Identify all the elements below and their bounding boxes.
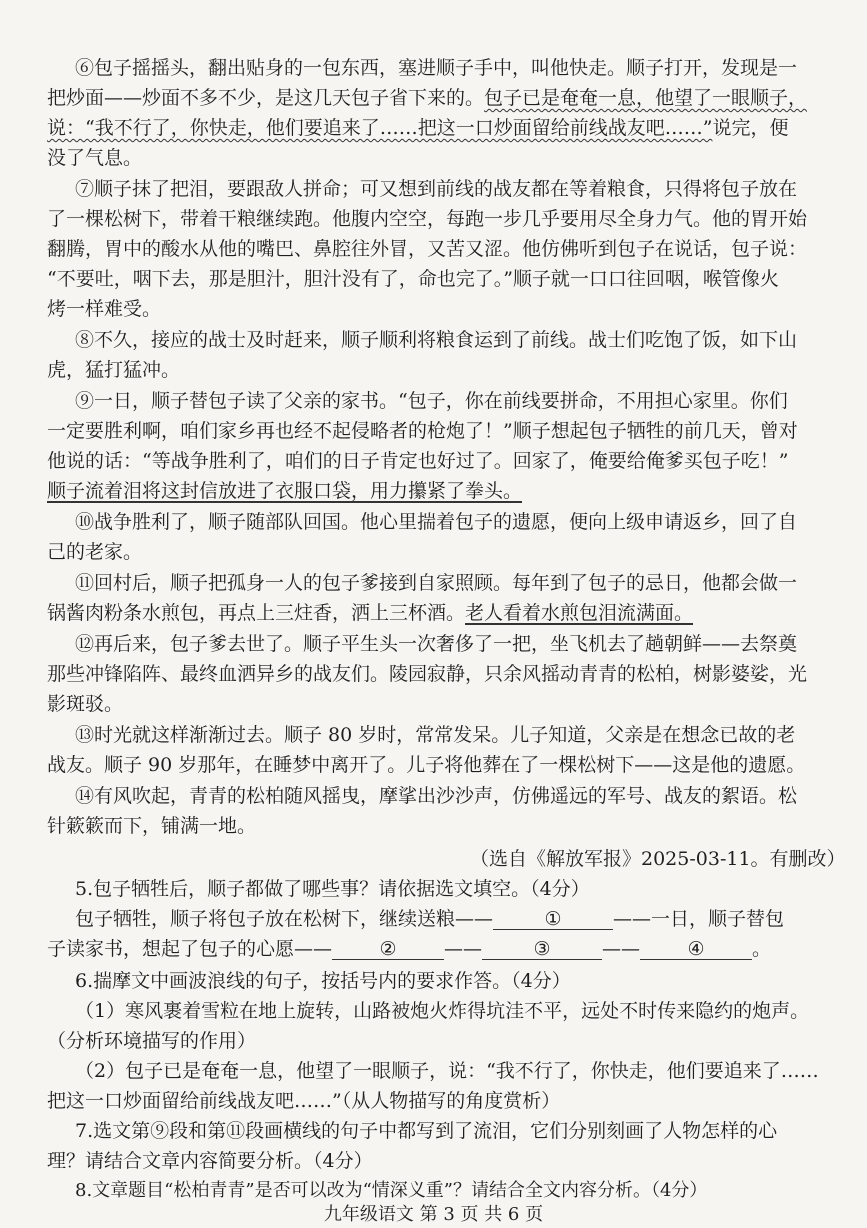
passage-p12-line2: 那些冲锋陷阵、最终血洒异乡的战友们。陵园寂静，只余风摇动青青的松柏，树影婆娑，光 — [47, 663, 808, 685]
page-footer: 九年级语文 第 3 页 共 6 页 — [323, 1204, 544, 1225]
passage-p11-line2 — [47, 600, 867, 626]
passage-p10-line2: 己的老家。 — [47, 541, 143, 563]
passage-p9-line4 — [47, 478, 867, 504]
answer-blank-1[interactable]: ① — [493, 909, 613, 930]
answer-blank-2[interactable]: ② — [332, 939, 444, 960]
passage-text: 把炒面——炒面不多不少，是这几天包子省下来的。 — [47, 87, 485, 109]
passage-p12-line3: 影斑驳。 — [47, 693, 124, 715]
passage-p13-line1: ⑬时光就这样渐渐过去。顺子 80 岁时，常常发呆。儿子知道，父亲是在想念已故的老 — [75, 724, 796, 746]
passage-p7-line1: ⑦顺子抹了把泪，要跟敌人拼命；可又想到前线的战友都在等着粮食，只得将包子放在 — [75, 178, 798, 200]
wavy-underlined-sentence: 说：“我不行了，你快走，他们要追来了……把这一口炒面留给前线战友吧……” — [47, 117, 713, 139]
question-text: 包子牺牲，顺子将包子放在松树下，继续送粮—— — [75, 908, 494, 930]
passage-p6-line4: 没了气息。 — [47, 147, 143, 169]
passage-text: 锅酱肉粉条水煎包，再点上三炷香，洒上三杯酒。 — [47, 602, 466, 624]
wavy-underlined-sentence: 包子已是奄奄一息，他望了一眼顺子， — [484, 87, 808, 109]
passage-p6-line2 — [47, 85, 847, 111]
passage-p13-line2: 战友。顺子 90 岁那年，在睡梦中离开了。儿子将他葬在了一棵松树下——这是他的遗愿。 — [47, 754, 806, 776]
source-citation: （选自《解放军报》2025-03-11。有删改） — [470, 848, 846, 870]
answer-blank-4[interactable]: ④ — [640, 939, 752, 960]
passage-p7-line3: 翻腾，胃中的酸水从他的嘴巴、鼻腔往外冒，又苦又涩。他仿佛听到包子在说话，包子说： — [47, 238, 808, 260]
passage-p11-line1: ⑪回村后，顺子把孤身一人的包子爹接到自家照顾。每年到了包子的忌日，他都会做一 — [75, 572, 798, 594]
underlined-sentence: 顺子流着泪将这封信放进了衣服口袋，用力攥紧了拳头。 — [47, 480, 523, 502]
passage-p9-line2: 一定要胜利啊，咱们家乡再也经不起侵略者的枪炮了！”顺子想起包子牺牲的前几天，曾对 — [47, 420, 798, 442]
question-5-line2 — [47, 936, 847, 962]
underlined-sentence: 老人看着水煎包泪流满面。 — [465, 602, 694, 624]
passage-p7-line5: 烤一样难受。 — [47, 298, 162, 320]
question-text: —— — [602, 938, 641, 960]
passage-p14-line2: 针簌簌而下，铺满一地。 — [47, 815, 257, 837]
question-text: ——一日，顺子替包 — [613, 908, 785, 930]
passage-p8-line2: 虎，猛打猛冲。 — [47, 359, 181, 381]
answer-blank-3[interactable]: ③ — [482, 939, 602, 960]
passage-p7-line2: 了一棵松树下，带着干粮继续跑。他腹内空空，每跑一步几乎要用尽全身力气。他的胃开始 — [47, 208, 808, 230]
question-6-sub1-line1: （1）寒风裹着雪粒在地上旋转，山路被炮火炸得坑洼不平，远处不时传来隐约的炮声。 — [75, 1000, 810, 1022]
question-6-sub2-line2: 把这一口炒面留给前线战友吧……”（从人物描写的角度赏析） — [47, 1090, 561, 1112]
question-6-sub2-line1: （2）包子已是奄奄一息，他望了一眼顺子，说：“我不行了，你快走，他们要追来了…… — [75, 1060, 819, 1082]
passage-p9-line3: 他说的话：“等战争胜利了，咱们的日子肯定也好过了。回家了，俺要给俺爹买包子吃！” — [47, 450, 789, 472]
question-6-sub1-line2: （分析环境描写的作用） — [47, 1030, 257, 1052]
passage-p6-line3 — [47, 115, 847, 141]
question-7-line1: 7.选文第⑨段和第⑪段画横线的句子中都写到了流泪，它们分别刻画了人物怎样的心 — [75, 1120, 778, 1142]
passage-p7-line4: “不要吐，咽下去，那是胆汁，胆汁没有了，命也完了。”顺子就一口口往回咽，喉管像火 — [47, 268, 779, 290]
passage-p6-line1: ⑥包子摇摇头，翻出贴身的一包东西，塞进顺子手中，叫他快走。顺子打开，发现是一 — [75, 57, 798, 79]
passage-p10-line1: ⑩战争胜利了，顺子随部队回国。他心里揣着包子的遗愿，便向上级申请返乡，回了自 — [75, 511, 798, 533]
passage-p14-line1: ⑭有风吹起，青青的松柏随风摇曳，摩挲出沙沙声，仿佛遥远的军号、战友的絮语。松 — [75, 785, 798, 807]
passage-p8-line1: ⑧不久，接应的战士及时赶来，顺子顺利将粮食运到了前线。战士们吃饱了饭，如下山 — [75, 329, 798, 351]
question-text: —— — [444, 938, 483, 960]
question-5-line1 — [75, 906, 855, 932]
passage-p12-line1: ⑫再后来，包子爹去世了。顺子平生头一次奢侈了一把，坐飞机去了趟朝鲜——去祭奠 — [75, 633, 798, 655]
question-8-line1: 8.文章题目“松柏青青”是否可以改为“情深义重”？请结合全文内容分析。（4分） — [75, 1180, 708, 1201]
passage-p9-line1: ⑨一日，顺子替包子读了父亲的家书。“包子，你在前线要拼命，不用担心家里。你们 — [75, 390, 788, 412]
question-text: 子读家书，想起了包子的心愿—— — [47, 938, 333, 960]
question-text: 。 — [752, 938, 772, 960]
passage-text: 说完，便 — [712, 117, 789, 139]
question-7-line2: 理？请结合文章内容简要分析。（4分） — [47, 1150, 373, 1172]
question-6-stem: 6.揣摩文中画波浪线的句子，按括号内的要求作答。（4分） — [75, 970, 571, 992]
question-5-stem: 5.包子牺牲后，顺子都做了哪些事？请依据选文填空。（4分） — [75, 878, 590, 900]
